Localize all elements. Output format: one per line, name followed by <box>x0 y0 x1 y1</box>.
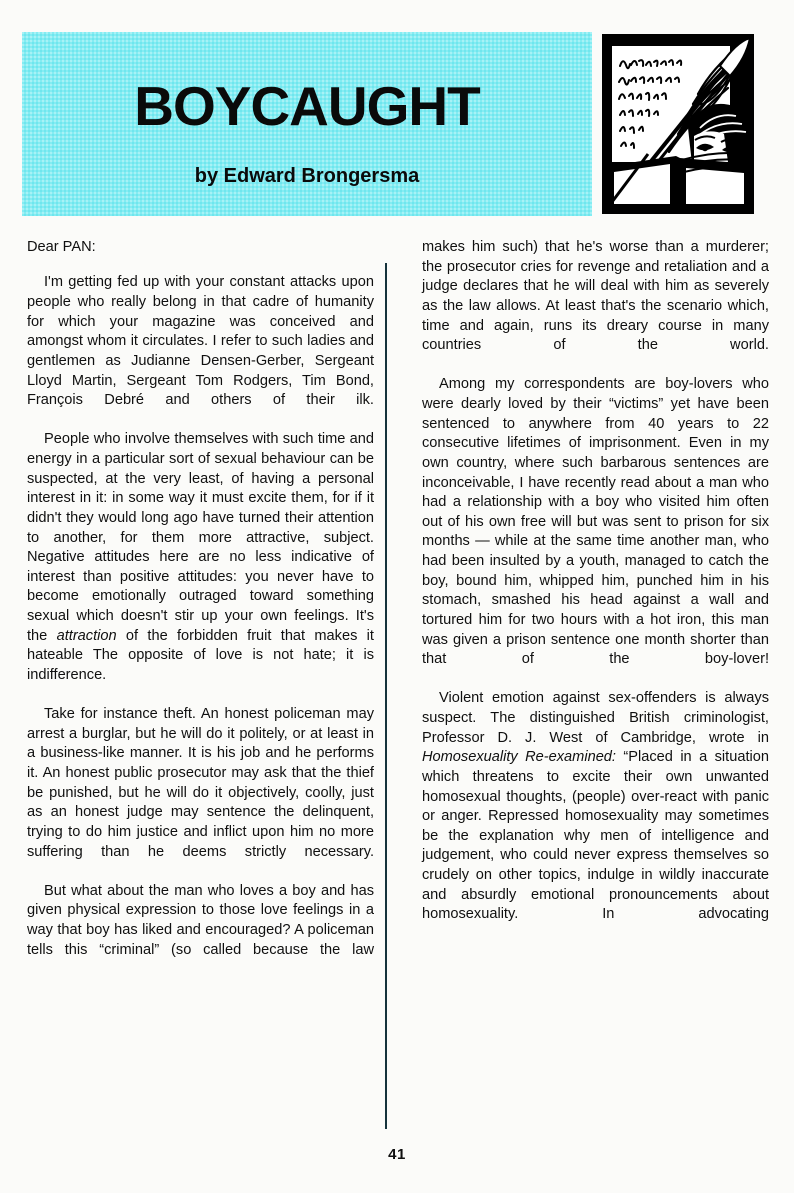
right-column <box>422 238 769 945</box>
woodcut-illustration-svg <box>600 32 756 216</box>
paragraph-text-tail: of the forbidden fruit that makes it hateable The opposite of love is not hate; it is indifference. <box>27 627 374 683</box>
left-column <box>27 238 374 980</box>
byline: by Edward Brongersma <box>194 164 420 187</box>
title-banner <box>22 32 592 216</box>
paragraph: Among my correspondents are boy-lovers who were dearly loved by their “victims” yet have been sentenced to anywhere from 40 years to 22 consecutive lifetimes of imprisonment. Even in my own country, where such barbarous sentences are inconceivable, I have recently read about a man who had a relationship with a boy who visited him often out of his own free will but was sent to prison for six months — while at the same time another man, who had been insulted by a youth, managed to catch the boy, bound him, whipped him, punched him in his stomach, smashed his head against a wall and tortured him for two hours with a hot iron, this man was given a prison sentence one month shorter than that of the boy-lover! <box>422 376 769 668</box>
paragraph: I'm getting fed up with your constant attacks upon people who really belong in that cadre of humanity for which your magazine was conceived and amongst whom it circulates. I refer to such ladies and gentlemen as Judianne Densen-Gerber, Sergeant Lloyd Martin, Sergeant Tom Rodgers, Tim Bond, François Debré and others of their ilk. <box>27 274 374 409</box>
column-divider <box>385 263 387 1129</box>
page-number: 41 <box>388 1146 406 1163</box>
emphasis-book-title: Homosexuality Re-examined: <box>422 749 616 766</box>
salutation: Dear PAN: <box>27 239 96 255</box>
paragraph: Take for instance theft. An honest policeman may arrest a burglar, but he will do it politely, or at least in a business-like manner. It is his job and he performs it. An honest public prosecutor may ask that the thief be punished, but he will do it objectively, coolly, just as an honest judge may sentence the delinquent, trying to do him justice and inflict upon him no more suffering than he deems strictly necessary. <box>27 706 374 860</box>
page-title: BOYCAUGHT <box>134 74 480 137</box>
emphasis-attraction: attraction <box>56 627 117 644</box>
paragraph <box>422 689 769 944</box>
paragraph: makes him such) that he's worse than a murderer; the prosecutor cries for revenge and retaliation and a judge declares that he will deal with him as severely as the law allows. At least that's the scenario which, time and again, runs its dreary course in many countries of the world. <box>422 239 769 354</box>
paragraph <box>27 430 374 705</box>
paragraph-text-head: People who involve themselves with such time and energy in a particular sort of sexual behaviour can be suspected, at the very least, of having a personal interest in it: in some way it must excite them, for if it didn't they would long ago have turned their attention to another, for them more attractive, subject. Negative attitudes here are no less indicative of interest than positive attitudes: you never have to become emotionally outraged toward something sexual which doesn't stir up your own feelings. It's the <box>27 431 374 644</box>
article-illustration <box>600 32 756 216</box>
article-body <box>27 238 769 1138</box>
paragraph-text-head: Violent emotion against sex-offenders is always suspect. The distinguished British criminologist, Professor D. J. West of Cambridge, wrote in <box>422 690 769 746</box>
paragraph: But what about the man who loves a boy and has given physical expression to those love feelings in a way that boy has liked and encouraged? A policeman tells this “criminal” (so called because the law <box>27 882 374 958</box>
paragraph-text-tail: “Placed in a situation which threatens to excite their own unwanted homosexual thoughts, (people) over-react with panic or anger. Repressed homosexuality may sometimes be the explanation why men of intelligence and judgement, who could never express themselves so crudely on other topics, indulge in wildly inaccurate and absurdly emotional pronouncements about homosexuality. In advocating <box>422 749 769 923</box>
